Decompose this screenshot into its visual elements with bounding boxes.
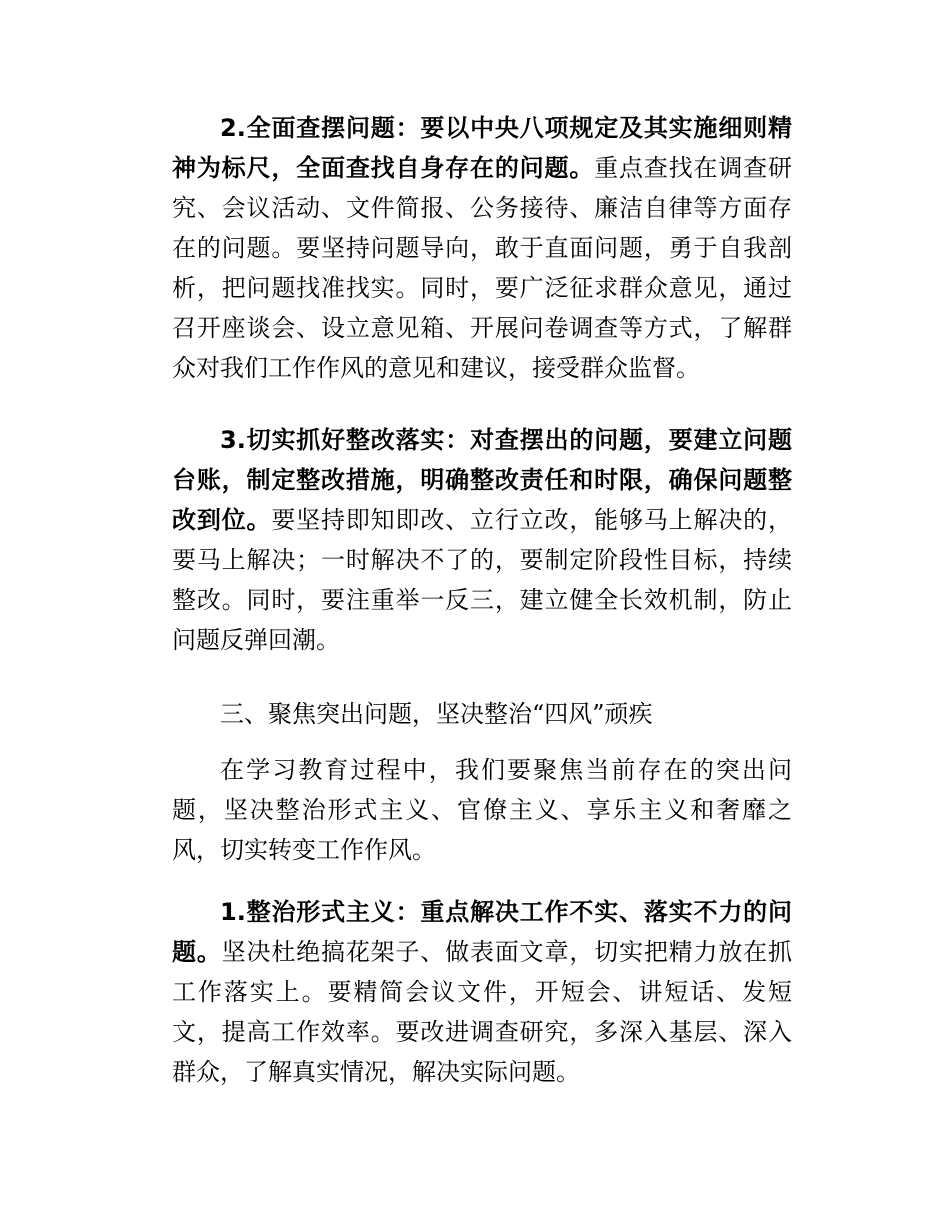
paragraph-body: 重点查找在调查研究、会议活动、文件简报、公务接待、廉洁自律等方面存在的问题。要坚持问题导向，敢于直面问题，勇于自我剖析，把问题找准找实。同时，要广泛征求群众意见，通过召开座谈会、设立意见箱、开展问卷调查等方式，了解群众对我们工作作风的意见和建议，接受群众监督。 — [172, 154, 793, 382]
section-heading: 三、聚焦突出问题，坚决整治“四风”顽疾 — [220, 700, 653, 728]
section-intro-paragraph: 在学习教育过程中，我们要聚焦当前存在的突出问题，坚决整治形式主义、官僚主义、享乐主义和奢靡之风，切实转变工作作风。 — [172, 756, 792, 864]
paragraph-lead: 2.全面查摆问题：要以中央八项规定及其实施细则精神为标尺，全面查找自身存在的问题。 — [172, 114, 792, 182]
paragraph-body: 要坚持即知即改、立行立改，能够马上解决的，要马上解决；一时解决不了的，要制定阶段性目标，持续整改。同时，要注重举一反三，建立健全长效机制，防止问题反弹回潮。 — [172, 506, 793, 654]
paragraph-item-3 — [172, 420, 792, 660]
paragraph-lead: 3.切实抓好整改落实：对查摆出的问题，要建立问题台账，制定整改措施，明确整改责任和时限，确保问题整改到位。 — [172, 426, 792, 534]
paragraph-item-2 — [172, 108, 792, 388]
paragraph-body: 坚决杜绝搞花架子、做表面文章，切实把精力放在抓工作落实上。要精简会议文件，开短会、讲短话、发短文，提高工作效率。要改进调查研究，多深入基层、深入群众，了解真实情况，解决实际问题。 — [172, 938, 793, 1086]
paragraph-lead: 1.整治形式主义：重点解决工作不实、落实不力的问题。 — [172, 898, 792, 966]
paragraph-item-1 — [172, 892, 792, 1092]
